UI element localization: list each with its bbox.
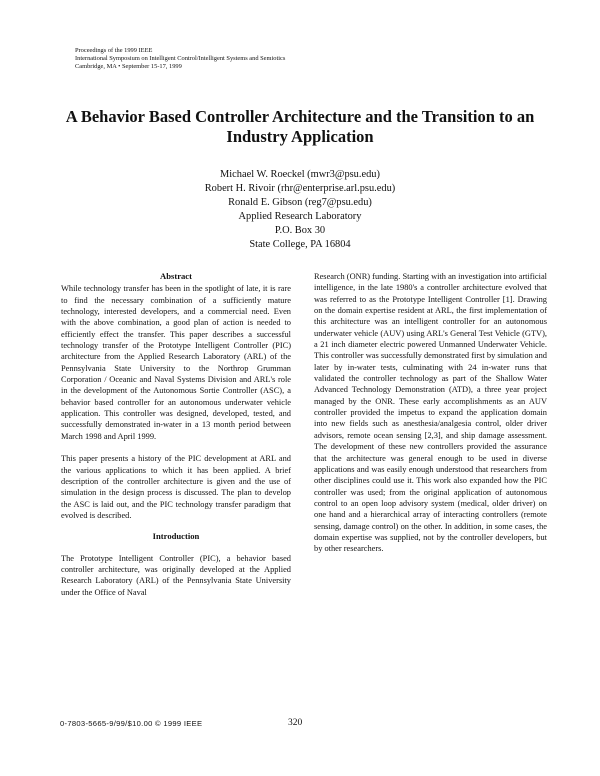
right-column <box>314 271 547 555</box>
title-line-2: Industry Application <box>226 127 374 146</box>
copyright-identifier: 0-7803-5665-9/99/$10.00 © 1999 IEEE <box>60 719 203 728</box>
affiliation: Applied Research Laboratory <box>238 211 362 222</box>
paper-title <box>60 107 540 147</box>
title-line-1: A Behavior Based Controller Architecture and the Transition to an <box>65 107 535 126</box>
abstract-paragraph-1: While technology transfer has been in the spotlight of late, it is rare to find the necessary combination of a sufficiently mature technology, interested developers, and a commercial need. Even with the above combination, a good plan of action is needed to efficiently effect the transfer. This paper describes a successful technology transfer of the Prototype Intelligent Controller (PIC) architecture from the Applied Research Laboratory (ARL) of the Pennsylvania State University to the Northrop Grumman Corporation / Oceanic and Naval Systems Division and ARL's role in the development of the Autonomous Sortie Controller (ASC), a behavior based controller for an autonomous underwater vehicle application. This controller was designed, developed, tested, and successfully demonstrated in-water in a 13 month period between March 1998 and April 1999. <box>61 284 291 441</box>
introduction-paragraph-continued: Research (ONR) funding. Starting with an investigation into artificial intelligence, in the late 1980's a controller architecture evolved that was referred to as the Prototype Intelligent Controller [1]. Drawing on the domain expertise resident at ARL, the first implementation of this architecture was an intelligent controller for an autonomous underwater vehicle (AUV) using ARL's General Test Vehicle (GTV), a 21 inch diameter electric powered Unmanned Underwater Vehicle. This controller was successfully demonstrated first by simulation and later by in-water tests, culminating with 24 in-water runs that validated the controller technology as part of the Shallow Water Advanced Technology Demonstration (ATD), a three year project managed by the ONR. These early accomplishments as an AUV controller provided the impetus to expand the application domain into new fields such as anesthesia/analgesia control, older driver advisors, remote ocean sensing [2,3], and ship damage assessment. The development of these new controllers provided the assurance that the architecture was general enough to be used in diverse applications and was easily enough understood that researchers from other disciplines could use it. This work also expanded how the PIC controller was used; from the original application of autonomous control to an open loop advisory system (medical, older driver) on one hand and a hierarchical array of interacting controllers (remote sensing, damage control) on the other. In addition, in some cases, the domain expertise was supplied, not by the controller developers, but by other researchers. <box>314 272 547 554</box>
author-roeckel: Michael W. Roeckel (mwr3@psu.edu) <box>220 169 380 180</box>
author-block <box>150 168 450 252</box>
city-state-zip: State College, PA 16804 <box>249 239 351 250</box>
abstract-heading: Abstract <box>160 271 192 281</box>
symposium-line: International Symposium on Intelligent Control/Intelligent Systems and Semiotics <box>75 55 286 62</box>
proceedings-header <box>75 47 285 71</box>
page-number: 320 <box>288 718 303 728</box>
author-rivoir: Robert H. Rivoir (rhr@enterprise.arl.psu.edu) <box>204 183 396 194</box>
abstract-paragraph-2: This paper presents a history of the PIC development at ARL and the various applications to which it has been applied. A brief description of the controller architecture is given and the use of simulation in the design process is discussed. The plan to develop the ASC is laid out, and the PIC technology transfer paradigm that evolved is described. <box>61 454 291 520</box>
proceedings-line: Proceedings of the 1999 IEEE <box>75 47 153 54</box>
po-box: P.O. Box 30 <box>274 225 326 236</box>
author-gibson: Ronald E. Gibson (reg7@psu.edu) <box>228 197 372 208</box>
left-column <box>61 271 291 598</box>
introduction-heading: Introduction <box>152 531 200 542</box>
introduction-paragraph-1: The Prototype Intelligent Controller (PIC), a behavior based controller architecture, was originally developed at the Applied Research Laboratory (ARL) of the Pennsylvania State University under the Office of Naval <box>61 553 291 597</box>
location-date-line: Cambridge, MA • September 15-17, 1999 <box>75 63 182 70</box>
